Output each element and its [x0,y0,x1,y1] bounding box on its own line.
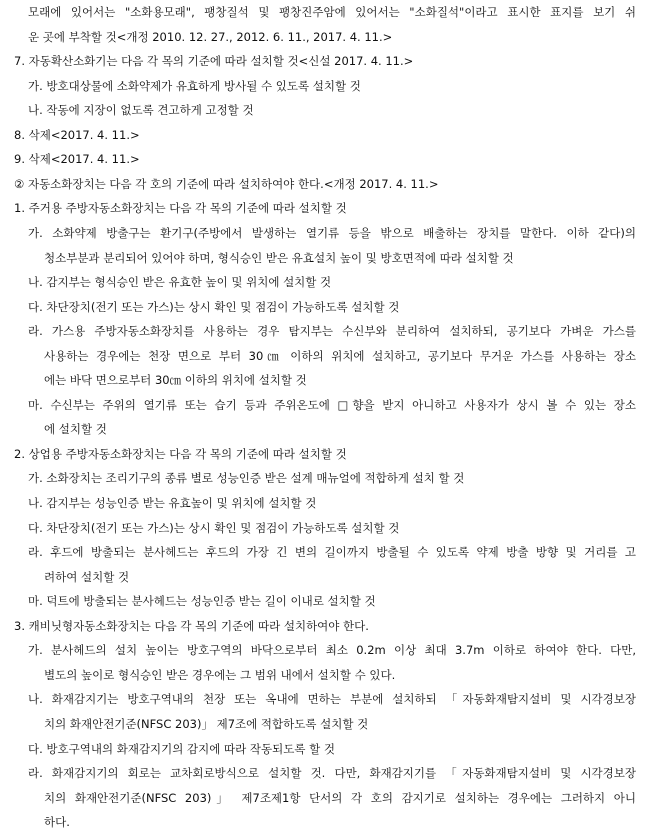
text-line: 별도의 높이로 형식승인 받은 경우에는 그 범위 내에서 설치할 수 있다. [44,667,396,682]
text-line: 나. 화재감지기는 방호구역내의 천장 또는 옥내에 면하는 부분에 설치하되 「자동화재탐지설비 및 시각경보장 [28,692,636,707]
text-line: 마. 수신부는 주위의 열기류 또는 습기 등과 주위온도에 □향을 받지 아니하고 사용자가 상시 볼 수 있는 장소 [28,397,636,412]
text-line: 가. 분사헤드의 설치 높이는 방호구역의 바닥으로부터 최소 0.2m 이상 최대 3.7m 이하로 하여야 한다. 다만, [28,643,636,658]
text-line: 가. 소화장치는 조리기구의 종류 별로 성능인증 받은 설계 매뉴얼에 적합하게 설치 할 것 [28,471,465,486]
text-line: 가. 방호대상물에 소화약제가 유효하게 방사될 수 있도록 설치할 것 [28,78,361,93]
text-line: 8. 삭제<2017. 4. 11.> [14,127,140,142]
text-line: 2. 상업용 주방자동소화장치는 다음 각 목의 기준에 따라 설치할 것 [14,446,347,461]
text-line: 3. 캐비닛형자동소화장치는 다음 각 목의 기준에 따라 설치하여야 한다. [14,618,369,633]
text-line: 1. 주거용 주방자동소화장치는 다음 각 목의 기준에 따라 설치할 것 [14,201,347,216]
text-line: 려하여 설치할 것 [44,569,130,584]
text-line: 다. 차단장치(전기 또는 가스)는 상시 확인 및 점검이 가능하도록 설치할 것 [28,299,400,314]
text-line: 치의 화재안전기준(NFSC 203)」 제7조에 적합하도록 설치할 것 [44,716,369,731]
text-line: ② 자동소화장치는 다음 각 호의 기준에 따라 설치하여야 한다.<개정 2017. 4. 11.> [14,176,439,191]
text-line: 마. 덕트에 방출되는 분사헤드는 성능인증 받는 길이 이내로 설치할 것 [28,594,376,609]
text-line: 라. 화재감지기의 회로는 교차회로방식으로 설치할 것. 다만, 화재감지기를 「자동화재탐지설비 및 시각경보장 [28,766,636,781]
text-line: 다. 방호구역내의 화재감지기의 감지에 따라 작동되도록 할 것 [28,741,335,756]
text-line: 가. 소화약제 방출구는 환기구(주방에서 발생하는 열기류 등을 밖으로 배출하는 장치를 말한다. 이하 같다)의 [28,225,636,240]
text-line: 청소부분과 분리되어 있어야 하며, 형식승인 받은 유효설치 높이 및 방호면적에 따라 설치할 것 [44,250,514,265]
text-line: 나. 감지부는 성능인증 받는 유효높이 및 위치에 설치할 것 [28,496,317,510]
text-line: 나. 감지부는 형식승인 받은 유효한 높이 및 위치에 설치할 것 [28,275,332,290]
text-line: 에는 바닥 면으로부터 30㎝ 이하의 위치에 설치할 것 [44,373,307,388]
text-line: 치의 화재안전기준(NFSC 203)」 제7조제1항 단서의 각 호의 감지기로 설치하는 경우에는 그러하지 아니 [44,790,636,805]
text-line: 7. 자동확산소화기는 다음 각 목의 기준에 따라 설치할 것<신설 2017. 4. 11.> [14,54,414,69]
text-line: 에 설치할 것 [44,422,107,437]
text-line: 9. 삭제<2017. 4. 11.> [14,152,140,167]
text-line: 나. 작동에 지장이 없도록 견고하게 고정할 것 [28,103,254,118]
text-line: 라. 가스용 주방자동소화장치를 사용하는 경우 탐지부는 수신부와 분리하여 설치하되, 공기보다 가벼운 가스를 [28,324,636,339]
text-line: 운 곳에 부착할 것<개정 2010. 12. 27., 2012. 6. 11., 2017. 4. 11.> [28,29,393,44]
text-line: 라. 후드에 방출되는 분사헤드는 후드의 가장 긴 변의 길이까지 방출될 수 있도록 약제 방출 방향 및 거리를 고 [28,545,636,560]
text-line: 사용하는 경우에는 천장 면으로 부터 30㎝ 이하의 위치에 설치하고, 공기보다 무거운 가스를 사용하는 장소 [44,348,636,363]
text-line: 하다. [44,815,70,830]
text-line: 다. 차단장치(전기 또는 가스)는 상시 확인 및 점검이 가능하도록 설치할 것 [28,520,400,535]
text-line: 모래에 있어서는 "소화용모래", 팽창질석 및 팽창진주암에 있어서는 "소화질석"이라고 표시한 표지를 보기 쉬 [28,5,636,19]
